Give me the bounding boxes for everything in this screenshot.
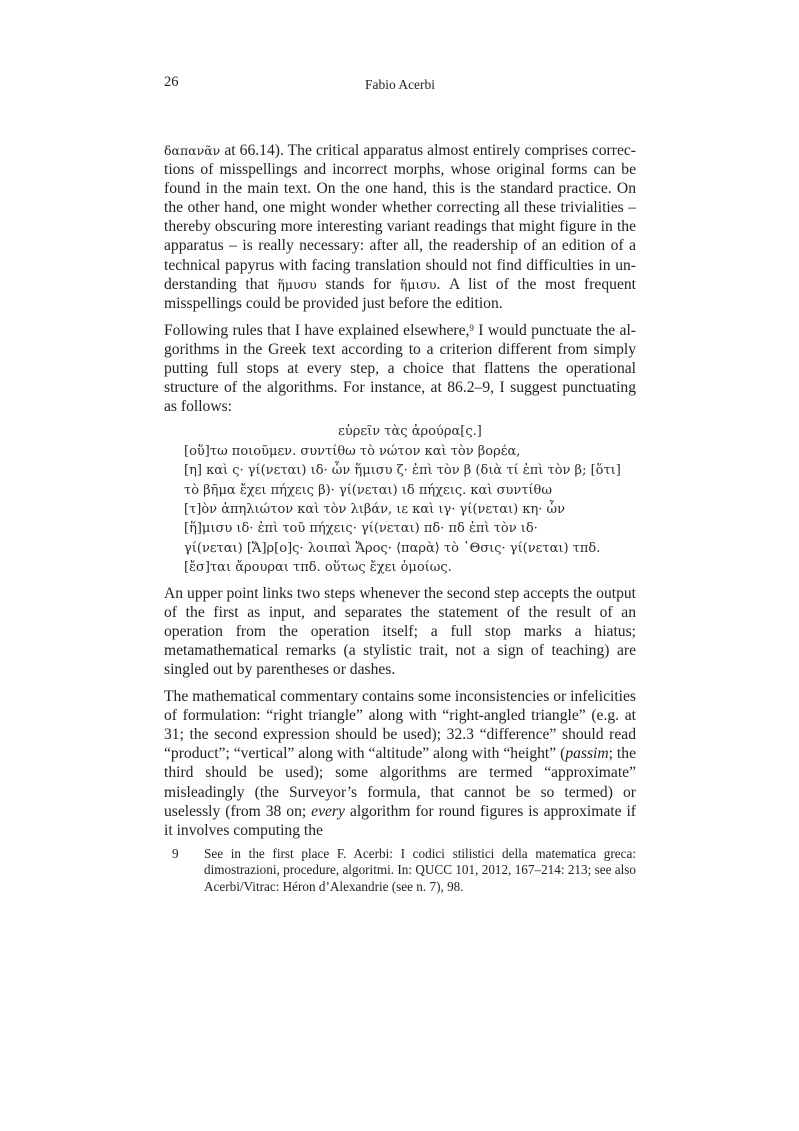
italic-term: passim [565,745,609,763]
italic-term: every [311,802,345,820]
running-head [164,74,636,94]
paragraph-1: δαπανᾶν at 66.14). The critical apparatus almost entirely comprises corrections of misspellings and incorrect morphs, whose original forms can be found in the main text. On the one hand, this is the standard practice. On the other hand, one might wonder whether correcting all these trivialities – thereby obscuring more interesting variant readings that might figure in the apparatus – is really necessary: after all, the readership of an edition of a technical papyrus with facing translation should not find difficulties in understanding that ἥμυσυ stands for ἥμισυ. A list of the most frequent misspellings could be provided just before the edition. [164,142,636,312]
greek-line: [ἔσ]ται ἄρουραι τπδ. οὕτως ἔχει ὁμοίως. [184,560,452,576]
page-number: 26 [164,74,179,90]
greek-word: ἥμυσυ [277,276,317,292]
paragraph-2: Following rules that I have explained elsewhere,$^9$ I would punctuate the algorithms in the Greek text according to a criterion different from simply putting full stops at every step, a choice that flattens the operational structure of the algorithms. For instance, at 86.2–9, I suggest punctuating as follows: [164,321,636,416]
greek-word: ἥμισυ [399,276,437,292]
footnote-number: 9 [172,846,179,861]
greek-line: [η] καὶ ς· γί(νεται) ιδ· ὧν ἥμισυ ζ· ἐπὶ τὸν β (διὰ τί ἐπὶ τὸν β; [ὅτι] [184,463,621,479]
footnote-text: See in the first place F. Acerbi: I codici stilistici della matematica greca: dimostrazioni, procedure, algoritmi. In: QUCC 101, 2012, 167–214: 213; see also Acerbi/Vitrac: Héron d’Alexandrie (see n. 7), 98. [204,846,636,894]
greek-word: δαπανᾶν [164,143,221,158]
greek-passage-title: εὑρεῖν τὰς ἀρούρα[ς.] [338,424,482,440]
greek-line: [οὕ]τω ποιοῦμεν. συντίθω τὸ νώτον καὶ τὸν βορέα, [184,443,521,459]
footnote [164,846,636,895]
paragraph-4: The mathematical commentary contains some inconsistencies or infelicities of formulation: “right triangle” along with “right-angled triangle” (e.g. at 31; the second expression should be used); 32.3 “difference” should read “product”; “vertical” along with “altitude” along with “height” (passim; the third should be used); some algorithms are termed “approximate” misleadingly (the Surveyor’s formula, that cannot be so termed) or uselessly (from 38 on; every algorithm for round figures is approximate if it involves computing the [164,688,636,839]
footnotes [164,846,636,895]
greek-line: [τ]ὸν ἀπηλιώτον καὶ τὸν λιβάν, ιε καὶ ιγ· γί(νεται) κη· ὧν [184,501,566,517]
running-title: Fabio Acerbi [364,77,436,92]
main-text [164,141,636,840]
greek-line: [ἥ]μισυ ιδ· ἐπὶ τοῦ πήχεις· γί(νεται) πδ· πδ ἐπὶ τὸν ιδ· [184,521,538,537]
paragraph-3: An upper point links two steps whenever the second step accepts the output of the first as input, and separates the statement of the result of an operation from the operation itself; a full stop marks a hiatus; metamathematical remarks (a stylistic trait, not a sign of teaching) are singled out by parentheses or dashes. [164,584,636,678]
footnote-reference[interactable]: 9 [469,322,474,333]
greek-passage [184,422,636,577]
greek-line: γί(νεται) [Ἄ]ρ[ο]ς· λοιπαὶ Ἄρος· ⟨παρὰ⟩ τὸ ῾Θσις· γί(νεται) τπδ. [184,540,601,556]
greek-line: τὸ βῆμα ἔχει πήχεις β)· γί(νεται) ιδ πήχεις. καὶ συντίθω [184,482,552,498]
